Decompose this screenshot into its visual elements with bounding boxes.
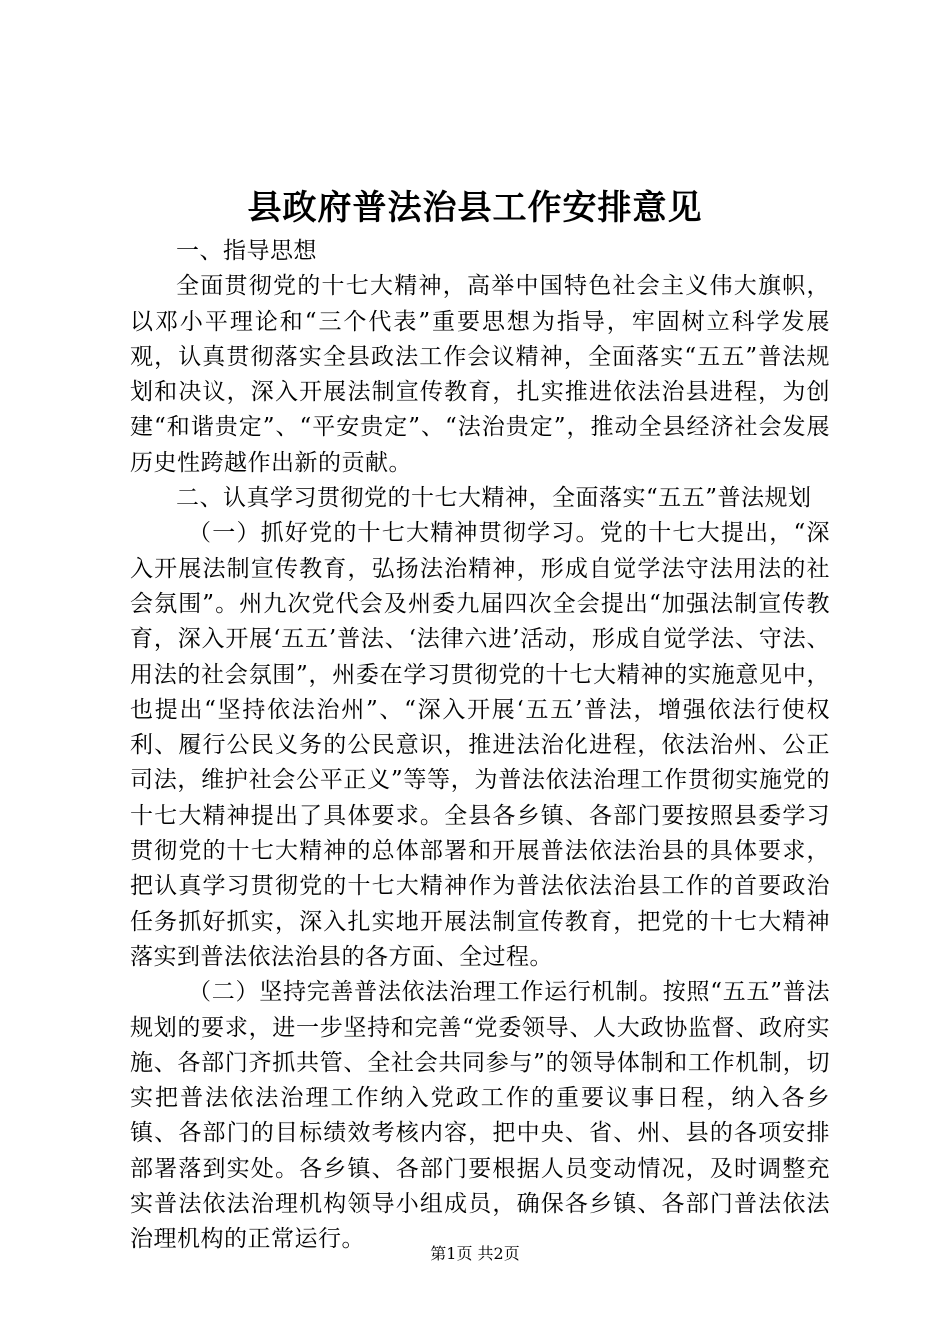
page-number-footer: 第1页 共2页 [430,1244,520,1263]
section-heading-study-and-implement: 二、认真学习贯彻党的十七大精神，全面落实“五五”普法规划 [176,485,812,512]
body-paragraph: 全面贯彻党的十七大精神，高举中国特色社会主义伟大旗帜，以邓小平理论和“三个代表”重要思想为指导，牢固树立科学发展观，认真贯彻落实全县政法工作会议精神，全面落实“五五”普法规划和决议，深入开展法制宣传教育，扎实推进依法治县进程，为创建“和谐贵定”、“平安贵定”、“法治贵定”，推动全县经济社会发展历史性跨越作出新的贡献。 [130,273,830,476]
body-paragraph: （二）坚持完善普法依法治理工作运行机制。按照“五五”普法规划的要求，进一步坚持和完善“党委领导、人大政协监督、政府实施、各部门齐抓共管、全社会共同参与”的领导体制和工作机制，切实把普法依法治理工作纳入党政工作的重要议事日程，纳入各乡镇、各部门的目标绩效考核内容，把中央、省、州、县的各项安排部署落到实处。各乡镇、各部门要根据人员变动情况，及时调整充实普法依法治理机构领导小组成员，确保各乡镇、各部门普法依法治理机构的正常运行。 [130,979,830,1253]
section-heading-guiding-thought: 一、指导思想 [176,238,317,264]
document-body [130,234,830,1258]
body-paragraph: （一）抓好党的十七大精神贯彻学习。党的十七大提出，“深入开展法制宣传教育，弘扬法治精神，形成自觉学法守法用法的社会氛围”。州九次党代会及州委九届四次全会提出“加强法制宣传教育，深入开展‘五五’普法、‘法律六进’活动，形成自觉学法、守法、用法的社会氛围”，州委在学习贯彻党的十七大精神的实施意见中，也提出“坚持依法治州”、“深入开展‘五五’普法，增强依法行使权利、履行公民义务的公民意识，推进法治化进程，依法治州、公正司法，维护社会公平正义”等等，为普法依法治理工作贯彻实施党的十七大精神提出了具体要求。全县各乡镇、各部门要按照县委学习贯彻党的十七大精神的总体部署和开展普法依法治县的具体要求，把认真学习贯彻党的十七大精神作为普法依法治县工作的首要政治任务抓好抓实，深入扎实地开展法制宣传教育，把党的十七大精神落实到普法依法治县的各方面、全过程。 [130,520,830,970]
document-title: 县政府普法治县工作安排意见 [247,188,703,228]
